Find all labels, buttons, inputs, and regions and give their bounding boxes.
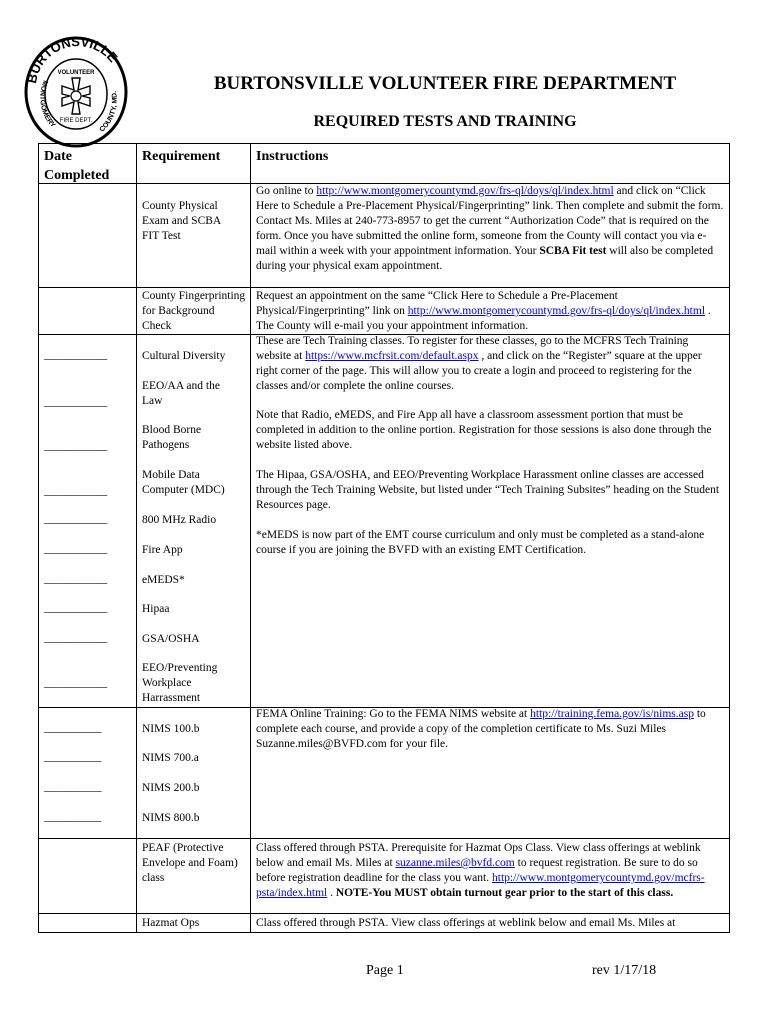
requirement-item: EEO/Preventing Workplace Harrassment — [142, 662, 218, 704]
revision-date: rev 1/17/18 — [592, 963, 657, 978]
date-blank[interactable]: ___________ — [44, 396, 108, 408]
requirement-item: Fire App — [142, 544, 183, 556]
date-blank[interactable]: ___________ — [44, 485, 108, 497]
requirement-item: EEO/AA and the Law — [142, 380, 220, 407]
instructions-physical-exam: Go online to http://www.montgomerycountymd.gov/frs-ql/doys/ql/index.html and click on “Click Here to Schedule a Pre-Placement Physical/Fingerprinting” link. Then complete and submit the form. Contact Ms. Miles at 240-773-8957 to get the current “Authorization Code” that is required on the form. Once you have submitted the online form, someone from the County will contact you via e-mail within a week with your appointment information. Your SCBA Fit test will also be completed during your physical exam appointment. — [256, 185, 724, 272]
seal-right-text: COUNTY, MD. — [98, 90, 119, 134]
psta-link[interactable]: http://www.montgomerycountymd.gov/mcfrs-psta/index.html — [256, 872, 705, 899]
tech-training-para-4: *eMEDS is now part of the EMT course curriculum and only must be completed as a stand-alone course if you are joining the BVFD with an existing EMT Certification. — [256, 529, 705, 556]
county-frs-link-2[interactable]: http://www.montgomerycountymd.gov/frs-ql/doys/ql/index.html — [407, 305, 706, 317]
requirement-fingerprinting: County Fingerprinting for Background Check — [142, 290, 246, 332]
requirement-item: NIMS 700.a — [142, 752, 199, 764]
instructions-peaf: Class offered through PSTA. Prerequisite for Hazmat Ops Class. View class offerings at weblink below and email Ms. Miles at suzanne.miles@bvfd.com to request registration. Be sure to do so before registration deadline for the class you want. http://www.montgomerycountymd.gov/mcfrs-psta/index.html . NOTE-You MUST obtain turnout gear prior to the start of this class. — [256, 842, 705, 899]
page-number: Page 1 — [366, 963, 404, 978]
seal-left-text: MONTGOMERY — [38, 79, 57, 130]
date-blank[interactable]: ___________ — [44, 349, 108, 361]
date-blank[interactable]: ___________ — [44, 602, 108, 614]
requirement-peaf: PEAF (Protective Envelope and Foam) class — [142, 842, 238, 884]
col-header-instructions: Instructions — [256, 149, 329, 164]
seal-top-text: BURTONSVILLE — [24, 36, 121, 85]
fema-nims-link[interactable]: http://training.fema.gov/is/nims.asp — [530, 708, 694, 720]
mcfrs-tech-training-link[interactable]: https://www.mcfrsit.com/default.aspx — [305, 350, 479, 362]
requirement-item: NIMS 100.b — [142, 723, 200, 735]
requirement-item: eMEDS* — [142, 574, 185, 586]
date-blank[interactable]: ___________ — [44, 677, 108, 689]
date-blank[interactable]: ___________ — [44, 440, 108, 452]
page-subtitle: REQUIRED TESTS AND TRAINING — [313, 113, 577, 130]
requirement-item: NIMS 200.b — [142, 782, 200, 794]
seal-bottom-text: FIRE DEPT. — [59, 118, 93, 124]
requirement-physical-exam: County Physical Exam and SCBA FIT Test — [142, 200, 221, 242]
requirement-item: Hipaa — [142, 603, 170, 615]
requirement-item: Cultural Diversity — [142, 350, 226, 362]
requirement-item: 800 MHz Radio — [142, 514, 217, 526]
email-miles-link[interactable]: suzanne.miles@bvfd.com — [395, 857, 515, 869]
tech-training-para-2: Note that Radio, eMEDS, and Fire App all have a classroom assessment portion that must be completed in addition to the online portion. Registration for those sessions is also done through the website listed above. — [256, 409, 712, 451]
date-blank[interactable]: __________ — [44, 811, 102, 823]
col-header-requirement: Requirement — [142, 149, 221, 164]
requirement-item: Blood Borne Pathogens — [142, 424, 202, 451]
requirement-item: GSA/OSHA — [142, 633, 200, 645]
requirement-hazmat: Hazmat Ops — [142, 917, 200, 929]
requirement-item: Mobile Data Computer (MDC) — [142, 469, 225, 496]
instructions-fingerprinting: Request an appointment on the same “Click Here to Schedule a Pre-Placement Physical/Fingerprinting” link on http://www.montgomerycountymd.gov/frs-ql/doys/ql/index.html . The County will e-mail you your appointment information. — [256, 290, 711, 332]
tech-training-para-1: These are Tech Training classes. To register for these classes, go to the MCFRS Tech Training website at https://www.mcfrsit.com/default.aspx , and click on the “Register” square at the upper right corner of the page. This will allow you to create a login and proceed to registering for the classes and/or complete the online courses. — [256, 335, 702, 392]
col-header-date: Date Completed — [44, 149, 110, 183]
tech-training-para-3: The Hipaa, GSA/OSHA, and EEO/Preventing Workplace Harassment online classes are accessed through the Tech Training Website, but listed under “Tech Training Subsites” heading on the Student Resources page. — [256, 469, 720, 511]
requirement-item: NIMS 800.b — [142, 812, 200, 824]
date-blank[interactable]: __________ — [44, 781, 102, 793]
page-title: BURTONSVILLE VOLUNTEER FIRE DEPARTMENT — [213, 73, 677, 94]
date-blank[interactable]: __________ — [44, 751, 102, 763]
date-blank[interactable]: ___________ — [44, 543, 108, 555]
date-blank[interactable]: ___________ — [44, 513, 108, 525]
county-frs-link[interactable]: http://www.montgomerycountymd.gov/frs-ql/doys/ql/index.html — [316, 185, 614, 197]
instructions-hazmat: Class offered through PSTA. View class offerings at weblink below and email Ms. Miles at — [256, 917, 676, 929]
date-blank[interactable]: __________ — [44, 722, 102, 734]
date-blank[interactable]: ___________ — [44, 632, 108, 644]
date-blank[interactable]: ___________ — [44, 573, 108, 585]
seal-sub-text: VOLUNTEER — [57, 70, 95, 76]
instructions-nims: FEMA Online Training: Go to the FEMA NIMS website at http://training.fema.gov/is/nims.asp to complete each course, and provide a copy of the completion certificate to Ms. Suzi Miles Suzanne.miles@BVFD.com for your file. — [256, 708, 706, 750]
